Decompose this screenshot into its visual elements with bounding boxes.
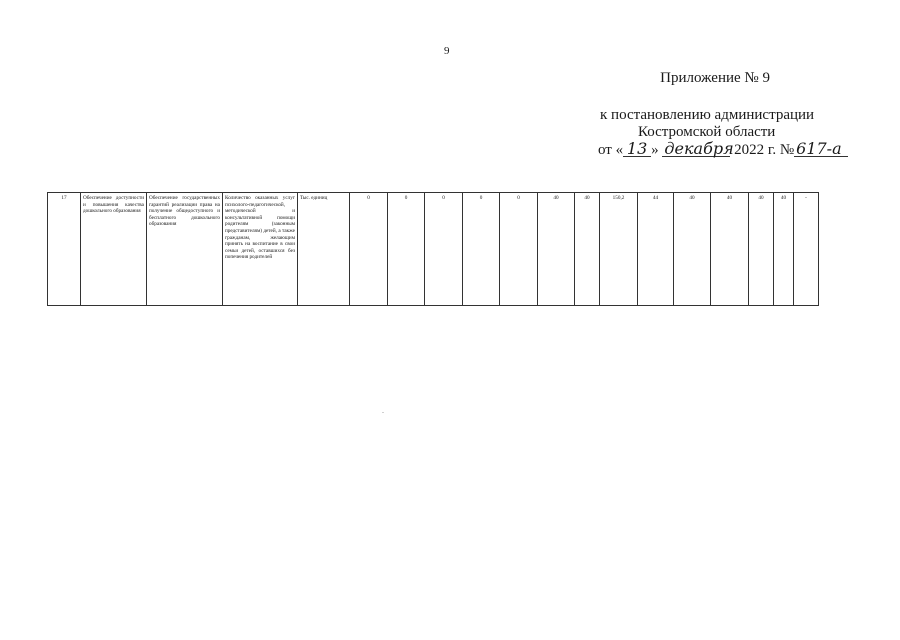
value-cell: 40	[774, 193, 794, 306]
measure-cell: Обеспечение государственных гарантий реализации права на получение общедоступного и бесплатного дошкольного образования	[147, 193, 223, 306]
decree-year: 2022 г. №	[734, 142, 795, 158]
value-cell: 40	[538, 193, 575, 306]
value-cell: 40	[749, 193, 774, 306]
decree-day-handwritten: 13	[623, 141, 651, 157]
value-cell: 0	[425, 193, 463, 306]
value-cell: 0	[388, 193, 425, 306]
value-cell: 0	[463, 193, 500, 306]
decree-line-3	[598, 141, 848, 159]
decree-number-handwritten: 617-а	[794, 141, 848, 157]
page-number: 9	[444, 45, 450, 57]
value-cell: 0	[500, 193, 538, 306]
decree-month-handwritten: декабря	[664, 139, 734, 158]
value-cell: 44	[638, 193, 674, 306]
scan-speck	[382, 412, 384, 413]
value-cell: -	[794, 193, 819, 306]
indicator-cell: Количество оказанных услуг психолого-педагогической, методической и консультативной помощи родителям (законным представителям) детей, а также гражданам, желающим принять на воспитание в свои семьи детей, оставшихся без попечения родителей	[223, 193, 298, 306]
task-cell: Обеспечение доступности и повышения качества дошкольного образования	[81, 193, 147, 306]
value-cell: 40	[674, 193, 711, 306]
appendix-title: Приложение № 9	[660, 70, 770, 86]
row-number-cell: 17	[48, 193, 81, 306]
decree-prefix: от «	[598, 142, 624, 158]
decree-quote-close: »	[651, 142, 659, 158]
decree-line-2: Костромской области	[638, 124, 776, 140]
value-cell: 150,2	[600, 193, 638, 306]
value-cell: 0	[350, 193, 388, 306]
table-row	[48, 193, 819, 306]
value-cell: 40	[575, 193, 600, 306]
indicator-table	[47, 192, 819, 306]
decree-line-1: к постановлению администрации	[600, 107, 815, 123]
value-cell: 40	[711, 193, 749, 306]
unit-cell: Тыс. единиц	[298, 193, 350, 306]
